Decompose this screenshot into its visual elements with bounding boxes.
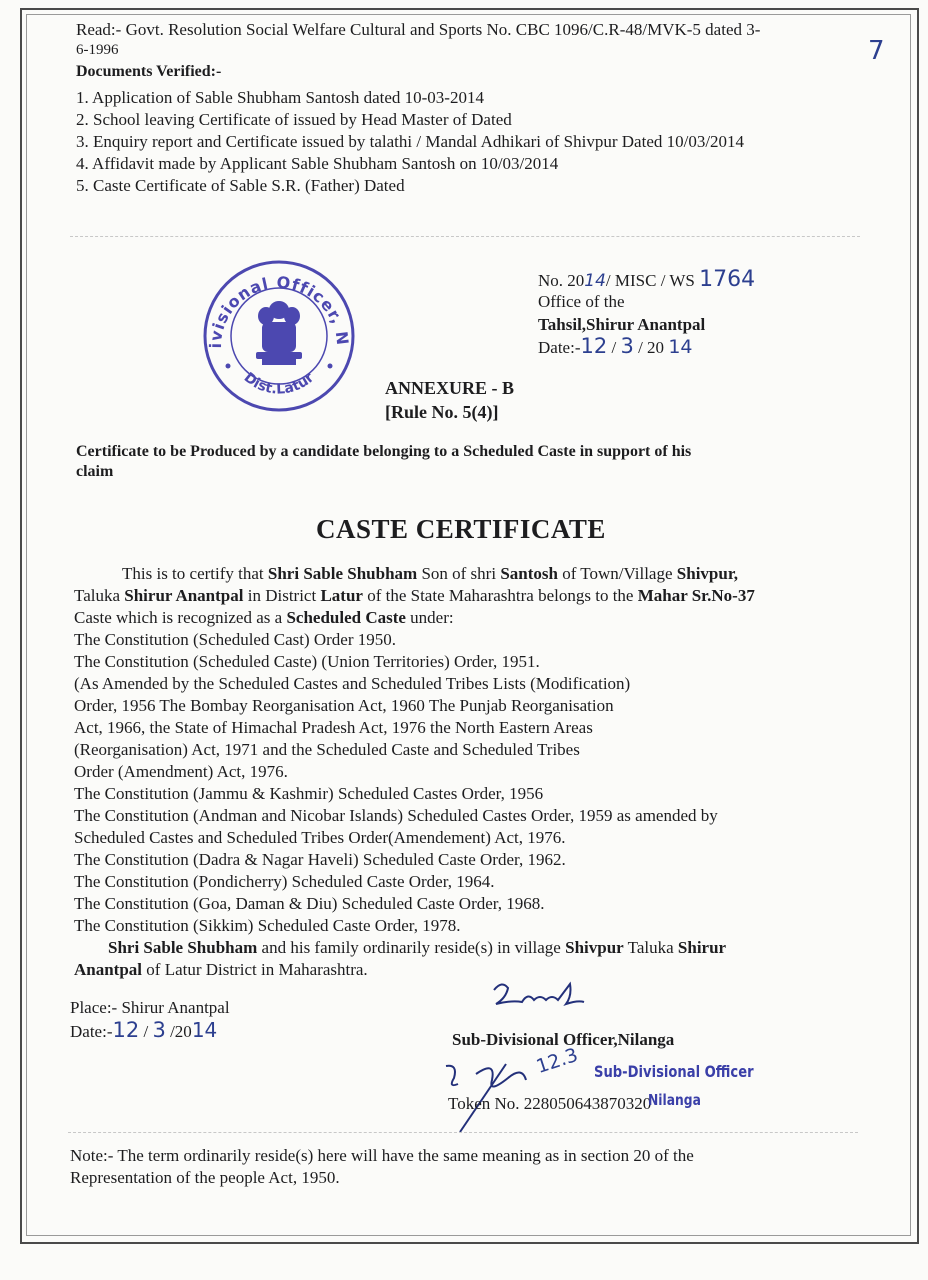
father-name: Santosh <box>500 564 558 583</box>
svg-text:Dist.Latur: Dist.Latur <box>240 369 318 398</box>
applicant-name: Shri Sable Shubham <box>267 564 418 583</box>
divider <box>70 236 860 237</box>
certificate-number: No. 2014/ MISC / WS 1764 <box>538 267 756 292</box>
order-line: The Constitution (Scheduled Cast) Order 1950. <box>74 630 397 649</box>
reside-line-1: Shri Sable Shubham and his family ordinarily reside(s) in village Shivpur Taluka Shirur <box>108 938 727 957</box>
annexure-rule: [Rule No. 5(4)] <box>385 402 499 422</box>
order-line: The Constitution (Jammu & Kashmir) Scheduled Castes Order, 1956 <box>74 784 544 803</box>
district-name: Latur <box>320 586 363 605</box>
order-line: The Constitution (Dadra & Nagar Haveli) Scheduled Caste Order, 1962. <box>74 850 566 869</box>
read-label: Read:- <box>76 20 122 39</box>
divider <box>68 1132 858 1133</box>
officer-stamp-location: Nilanga <box>648 1091 701 1109</box>
body-line-3: Caste which is recognized as a Scheduled Caste under: <box>74 608 454 627</box>
annexure-title: ANNEXURE - B <box>385 378 515 398</box>
order-line: The Constitution (Sikkim) Scheduled Caste Order, 1978. <box>74 916 461 935</box>
signature-icon <box>488 978 588 1018</box>
read-line-cont: 6-1996 <box>76 42 119 58</box>
document-item: 4. Affidavit made by Applicant Sable Shubham Santosh on 10/03/2014 <box>76 154 559 173</box>
signatory-title: Sub-Divisional Officer,Nilanga <box>452 1030 675 1049</box>
official-seal <box>196 248 362 418</box>
read-text: Govt. Resolution Social Welfare Cultural and Sports No. CBC 1096/C.R-48/MVK-5 dated 3- <box>125 20 761 39</box>
intro-line: Certificate to be Produced by a candidate belonging to a Scheduled Caste in support of his <box>76 443 692 460</box>
seal-stamp-icon <box>196 248 362 418</box>
page-title: CASTE CERTIFICATE <box>316 514 606 544</box>
handwritten-year: 14 <box>584 271 606 291</box>
office-of: Office of the <box>538 292 625 311</box>
place-label: Place:- Shirur Anantpal <box>70 998 230 1017</box>
order-line: (As Amended by the Scheduled Castes and Scheduled Tribes Lists (Modification) <box>74 674 631 693</box>
body-line-2: Taluka Shirur Anantpal in District Latur of the State Maharashtra belongs to the Mahar Sr.No-37 <box>74 586 755 605</box>
document-item: 1. Application of Sable Shubham Santosh dated 10-03-2014 <box>76 88 484 107</box>
intro-line: claim <box>76 463 114 480</box>
order-line: The Constitution (Goa, Daman & Diu) Scheduled Caste Order, 1968. <box>74 894 545 913</box>
caste-name: Mahar Sr.No-37 <box>637 586 755 605</box>
document-item: 5. Caste Certificate of Sable S.R. (Father) Dated <box>76 176 405 195</box>
tahsil-name: Tahsil,Shirur Anantpal <box>538 315 706 334</box>
order-line: Order (Amendment) Act, 1976. <box>74 762 288 781</box>
reside-line-2: Anantpal of Latur District in Maharashtra. <box>74 960 368 979</box>
svg-text:Sub-Divisional Officer, Nilang: ivisional Officer, N <box>205 272 353 349</box>
corner-handwritten-mark: 7 <box>868 36 885 66</box>
place-date: Date:-12 / 3 /2014 <box>70 1018 218 1042</box>
office-date: Date:-12 / 3 / 20 14 <box>538 334 693 358</box>
order-line: The Constitution (Scheduled Caste) (Union Territories) Order, 1951. <box>74 652 540 671</box>
token-number: Token No. 228050643870320 <box>448 1094 652 1113</box>
document-item: 3. Enquiry report and Certificate issued by talathi / Mandal Adhikari of Shivpur Dated 10/03/2014 <box>76 132 745 151</box>
document-item: 2. School leaving Certificate of issued by Head Master of Dated <box>76 110 512 129</box>
order-line: (Reorganisation) Act, 1971 and the Scheduled Caste and Scheduled Tribes <box>74 740 580 759</box>
body-line-1: This is to certify that Shri Sable Shubham Son of shri Santosh of Town/Village Shivpur, <box>122 564 739 583</box>
village-name: Shivpur, <box>676 564 739 583</box>
handwritten-number: 1764 <box>699 267 756 292</box>
documents-heading: Documents Verified:- <box>76 63 222 80</box>
order-line: Scheduled Castes and Scheduled Tribes Order(Amendement) Act, 1976. <box>74 828 566 847</box>
order-line: Act, 1966, the State of Himachal Pradesh Act, 1976 the North Eastern Areas <box>74 718 593 737</box>
order-line: The Constitution (Andman and Nicobar Islands) Scheduled Castes Order, 1959 as amended by <box>74 806 718 825</box>
read-line <box>76 20 760 40</box>
order-line: Order, 1956 The Bombay Reorganisation Act, 1960 The Punjab Reorganisation <box>74 696 614 715</box>
handwritten-date: 12.3 <box>533 1044 581 1078</box>
taluka-name: Shirur Anantpal <box>124 586 244 605</box>
note-line: Representation of the people Act, 1950. <box>70 1168 340 1187</box>
note-line: Note:- The term ordinarily reside(s) here will have the same meaning as in section 20 of the <box>70 1146 694 1165</box>
officer-stamp: Sub-Divisional Officer <box>594 1062 754 1081</box>
order-line: The Constitution (Pondicherry) Scheduled Caste Order, 1964. <box>74 872 495 891</box>
